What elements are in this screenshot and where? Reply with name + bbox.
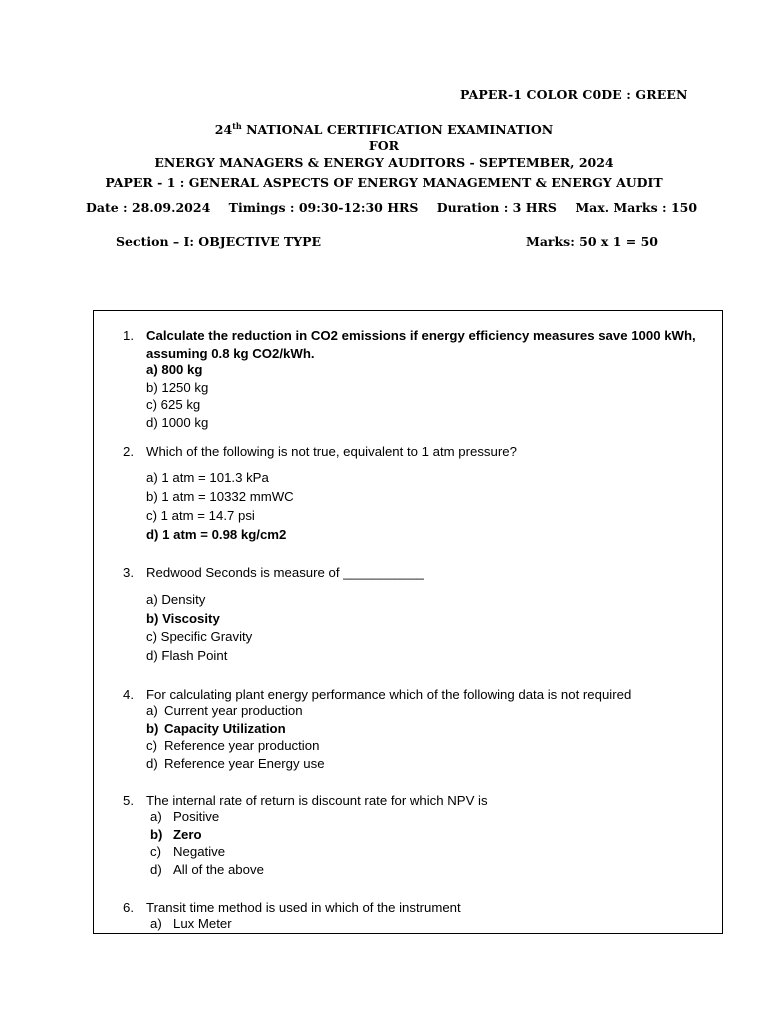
question-text	[146, 327, 716, 362]
option-a: a) 800 kg	[146, 362, 203, 377]
option-b: b) 1 atm = 10332 mmWC	[146, 489, 294, 504]
exam-timings: Timings : 09:30-12:30 HRS	[228, 200, 419, 215]
option-letter: a)	[146, 703, 158, 718]
question-number: 2.	[123, 444, 134, 459]
audience-line: ENERGY MANAGERS & ENERGY AUDITORS - SEPTEMBER, 2024	[154, 155, 614, 170]
exam-title	[0, 121, 768, 137]
option-a	[150, 809, 219, 824]
section-row	[116, 234, 659, 249]
option-letter: b)	[146, 721, 159, 736]
question-text-line: assuming 0.8 kg CO2/kWh.	[146, 345, 315, 361]
question-number: 5.	[123, 793, 134, 808]
question-text: For calculating plant energy performance which of the following data is not required	[146, 687, 632, 702]
option-text: All of the above	[173, 862, 264, 877]
option-text: Lux Meter	[173, 916, 232, 931]
option-letter: c)	[146, 738, 157, 753]
option-text: Zero	[173, 827, 202, 842]
questions-box	[93, 310, 723, 934]
option-b	[150, 827, 202, 842]
option-b: b) Viscosity	[146, 611, 220, 626]
option-b: b) 1250 kg	[146, 380, 209, 395]
option-text: Current year production	[164, 703, 303, 718]
option-c: c) 1 atm = 14.7 psi	[146, 508, 255, 523]
option-c: c) Specific Gravity	[146, 629, 253, 644]
option-a: a) Density	[146, 592, 206, 607]
question-text: Which of the following is not true, equivalent to 1 atm pressure?	[146, 444, 517, 459]
option-text: Reference year production	[164, 738, 320, 753]
for-line: FOR	[368, 138, 400, 153]
exam-duration: Duration : 3 HRS	[436, 200, 557, 215]
exam-ordinal-suffix: th	[232, 121, 242, 131]
section-title: Section – I: OBJECTIVE TYPE	[116, 234, 322, 249]
option-letter: a)	[150, 809, 162, 824]
question-number: 6.	[123, 900, 134, 915]
option-a: a) 1 atm = 101.3 kPa	[146, 470, 269, 485]
option-text: Positive	[173, 809, 220, 824]
option-d	[146, 756, 325, 771]
question-text: Redwood Seconds is measure of ___________	[146, 565, 424, 580]
option-d: d) 1000 kg	[146, 415, 209, 430]
option-c: c) 625 kg	[146, 397, 201, 412]
exam-title-text: NATIONAL CERTIFICATION EXAMINATION	[241, 122, 554, 137]
option-letter: d)	[146, 756, 158, 771]
question-number: 1.	[123, 328, 134, 343]
option-letter: a)	[150, 916, 162, 931]
option-letter: d)	[150, 862, 162, 877]
option-b	[146, 721, 286, 736]
question-number: 3.	[123, 565, 134, 580]
question-text: The internal rate of return is discount rate for which NPV is	[146, 793, 488, 808]
exam-meta-row	[86, 200, 711, 215]
option-letter: c)	[150, 844, 161, 859]
option-c	[150, 844, 225, 859]
paper-title: PAPER - 1 : GENERAL ASPECTS OF ENERGY MANAGEMENT & ENERGY AUDIT	[105, 175, 663, 190]
option-d: d) Flash Point	[146, 648, 228, 663]
option-text: Negative	[173, 844, 226, 859]
question-number: 4.	[123, 687, 134, 702]
option-c	[146, 738, 319, 753]
section-marks: Marks: 50 x 1 = 50	[526, 234, 659, 249]
option-d	[150, 862, 264, 877]
exam-date: Date : 28.09.2024	[86, 200, 211, 215]
option-d: d) 1 atm = 0.98 kg/cm2	[146, 527, 287, 542]
question-text-line: Calculate the reduction in CO2 emissions if energy efficiency measures save 1000 kWh,	[146, 328, 696, 343]
exam-ordinal: 24	[214, 122, 233, 137]
question-text: Transit time method is used in which of the instrument	[146, 900, 461, 915]
color-code: PAPER-1 COLOR C0DE : GREEN	[460, 87, 688, 102]
option-letter: b)	[150, 827, 163, 842]
option-text: Capacity Utilization	[164, 721, 286, 736]
option-a	[146, 703, 303, 718]
option-text: Reference year Energy use	[164, 756, 325, 771]
exam-max-marks: Max. Marks : 150	[575, 200, 698, 215]
option-a	[150, 916, 232, 931]
